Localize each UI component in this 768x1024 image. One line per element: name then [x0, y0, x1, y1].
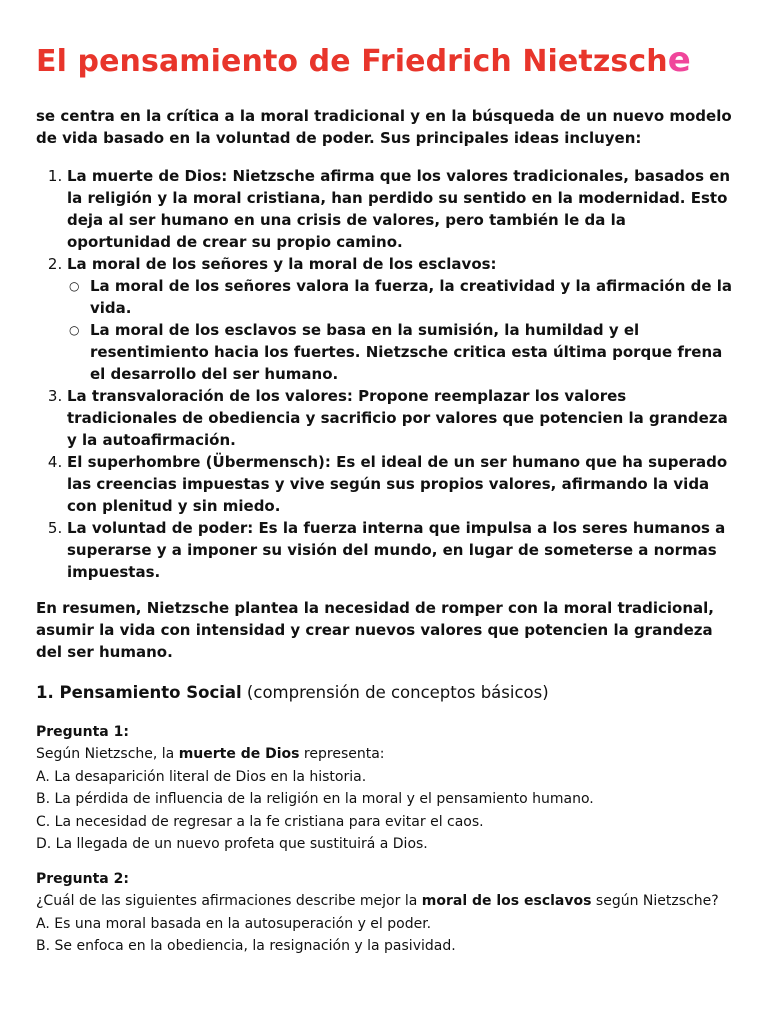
idea-text: El superhombre (Übermensch): Es el ideal de un ser humano que ha superado las creencias impuestas y vive según sus propios valores, afirmando la vida con plenitud y sin miedo.	[67, 452, 728, 515]
question-2	[36, 868, 732, 958]
intro-paragraph: se centra en la crítica a la moral tradicional y en la búsqueda de un nuevo modelo de vida basado en la voluntad de poder. Sus principales ideas incluyen:	[36, 106, 732, 147]
question-label: Pregunta 1:	[36, 723, 129, 740]
summary-paragraph: En resumen, Nietzsche plantea la necesidad de romper con la moral tradicional, asumir la vida con intensidad y crear nuevos valores que potencien la grandeza del ser humano.	[36, 598, 714, 661]
question-label: Pregunta 2:	[36, 870, 129, 887]
sub-item-text: La moral de los señores valora la fuerza, la creatividad y la afirmación de la vida.	[90, 276, 733, 317]
question-prompt-after: representa:	[299, 746, 385, 763]
page-title-last-letter: e	[667, 40, 691, 80]
answer-option-a: A. Es una moral basada en la autosuperación y el poder.	[36, 915, 432, 932]
sub-item	[90, 275, 732, 319]
answer-option-a: A. La desaparición literal de Dios en la historia.	[36, 768, 367, 785]
question-prompt-bold: moral de los esclavos	[421, 893, 592, 910]
idea-item-4	[67, 451, 732, 517]
idea-item-3	[67, 385, 732, 451]
idea-text: La moral de los señores y la moral de los esclavos:	[67, 254, 497, 273]
page-title	[36, 40, 732, 81]
idea-text: La transvaloración de los valores: Propone reemplazar los valores tradicionales de obediencia y sacrificio por valores que potencien la grandeza y la autoafirmación.	[67, 386, 728, 449]
question-prompt-before: ¿Cuál de las siguientes afirmaciones describe mejor la	[36, 893, 422, 910]
question-prompt-after: según Nietzsche?	[591, 893, 719, 910]
idea-item-2	[67, 253, 732, 385]
idea-text: La muerte de Dios: Nietzsche afirma que los valores tradicionales, basados en la religión y la moral cristiana, han perdido su sentido en la modernidad. Esto deja al ser humano en una crisis de valores, pero también le da la oportunidad de crear su propio camino.	[67, 166, 731, 251]
question-prompt	[36, 890, 732, 913]
question-1	[36, 721, 732, 856]
question-prompt	[36, 743, 732, 766]
section-heading	[36, 681, 732, 705]
page-title-main: El pensamiento de Friedrich Nietzsch	[36, 44, 668, 79]
answer-option-b: B. Se enfoca en la obediencia, la resignación y la pasividad.	[36, 938, 456, 955]
section-heading-strong: 1. Pensamiento Social	[36, 682, 242, 702]
idea-text: La voluntad de poder: Es la fuerza interna que impulsa a los seres humanos a superarse y a imponer su visión del mundo, en lugar de someterse a normas impuestas.	[67, 518, 726, 581]
idea-sublist	[67, 275, 732, 385]
answer-option-d: D. La llegada de un nuevo profeta que sustituirá a Dios.	[36, 836, 428, 853]
idea-item-1	[67, 165, 732, 253]
idea-item-5	[67, 517, 732, 583]
answer-option-c: C. La necesidad de regresar a la fe cristiana para evitar el caos.	[36, 813, 484, 830]
ideas-list	[36, 165, 732, 583]
answer-option-b: B. La pérdida de influencia de la religión en la moral y el pensamiento humano.	[36, 791, 594, 808]
sub-item-text: La moral de los esclavos se basa en la sumisión, la humildad y el resentimiento hacia los fuertes. Nietzsche critica esta última porque frena el desarrollo del ser humano.	[90, 320, 723, 383]
question-prompt-bold: muerte de Dios	[178, 746, 300, 763]
section-heading-rest: (comprensión de conceptos básicos)	[241, 682, 549, 702]
sub-item	[90, 319, 732, 385]
question-prompt-before: Según Nietzsche, la	[36, 746, 179, 763]
